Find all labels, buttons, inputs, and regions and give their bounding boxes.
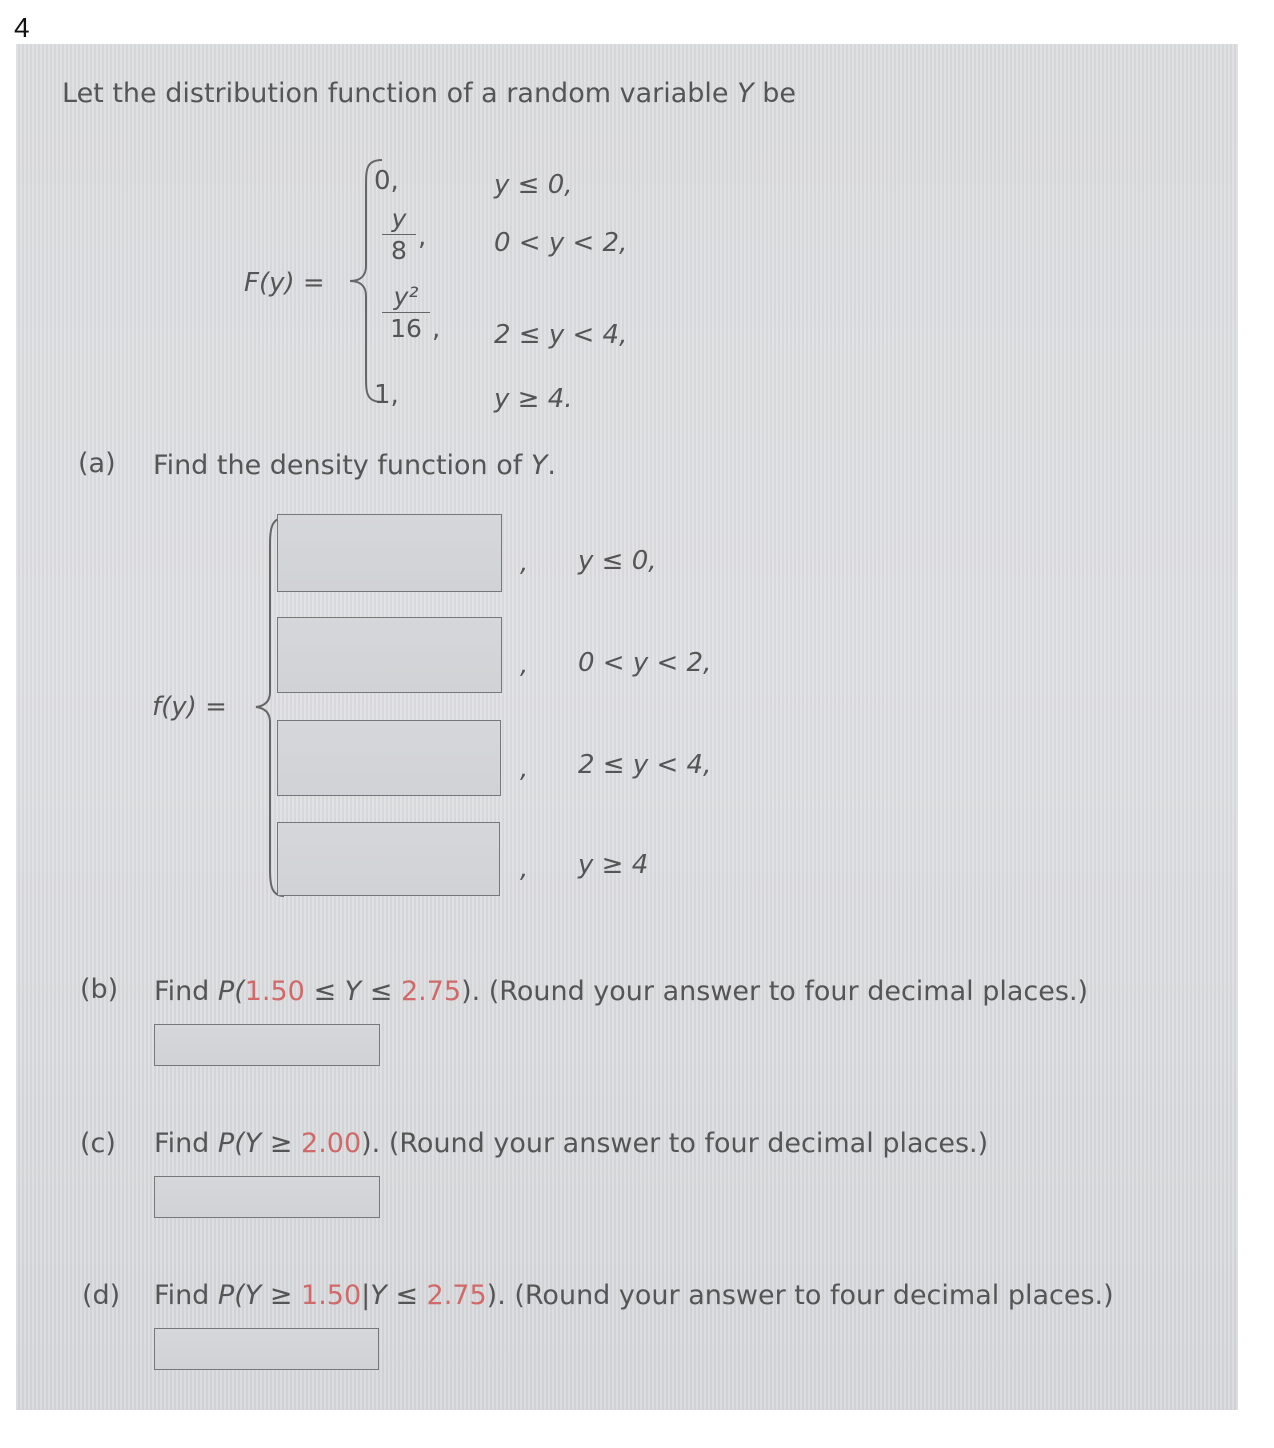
part-d-value-2: 2.75 [426, 1280, 487, 1311]
part-a-text [153, 450, 556, 481]
density-cond-3: 2 ≤ y < 4, [578, 750, 712, 780]
part-b-p-open: P( [217, 976, 245, 1007]
part-b-text [154, 976, 1088, 1007]
cdf-case-3-numerator: y² [393, 282, 419, 311]
part-b-label: (b) [80, 974, 119, 1005]
density-cond-4: y ≥ 4 [578, 850, 649, 880]
cdf-case-3-cond: 2 ≤ y < 4, [494, 320, 628, 350]
part-d-find: Find [154, 1280, 218, 1311]
part-b-value-2: 2.75 [400, 976, 462, 1007]
part-c-label: (c) [80, 1128, 116, 1159]
part-d-text [154, 1280, 1114, 1311]
intro-text [62, 78, 796, 109]
density-input-2[interactable] [277, 617, 502, 693]
cdf-case-2-comma: , [418, 222, 427, 252]
part-b-close: ). (Round your answer to four decimal places.) [461, 976, 1089, 1007]
cdf-lhs: F(y) = [244, 268, 325, 298]
fraction-bar [382, 312, 430, 313]
part-d-value-1: 1.50 [301, 1280, 362, 1311]
part-c-text [154, 1128, 988, 1159]
part-d-label: (d) [82, 1280, 121, 1311]
density-input-4[interactable] [277, 822, 500, 896]
cdf-case-2-numerator: y [391, 204, 407, 233]
intro-text-post: be [753, 78, 796, 109]
part-c-find: Find [154, 1128, 218, 1159]
density-comma-4: , [520, 854, 529, 884]
cdf-case-4-expr: 1, [374, 380, 399, 410]
cdf-case-2-denominator: 8 [391, 236, 407, 265]
fraction-bar [382, 234, 416, 235]
density-comma-1: , [520, 548, 529, 578]
part-c-close: ). (Round your answer to four decimal places.) [361, 1128, 989, 1159]
part-c-p-open: P(Y ≥ [217, 1128, 302, 1159]
part-b-answer-input[interactable] [154, 1024, 380, 1066]
intro-text-pre: Let the distribution function of a random variable [62, 78, 738, 109]
part-b-value-1: 1.50 [244, 976, 305, 1007]
density-input-1[interactable] [277, 514, 502, 592]
part-c-value-1: 2.00 [301, 1128, 362, 1159]
cdf-case-3-comma: , [432, 314, 441, 344]
part-a-var: Y [530, 450, 548, 481]
part-d-close: ). (Round your answer to four decimal places.) [486, 1280, 1114, 1311]
cdf-case-3-fraction [382, 282, 430, 343]
question-number: 4 [14, 12, 30, 43]
cdf-case-2-fraction [382, 204, 416, 265]
part-d-p-open: P(Y ≥ [217, 1280, 302, 1311]
cdf-case-1-expr: 0, [374, 166, 399, 196]
cdf-case-4-cond: y ≥ 4. [494, 384, 573, 414]
pdf-lhs: f(y) = [152, 692, 227, 722]
density-input-3[interactable] [277, 720, 501, 796]
intro-var: Y [737, 78, 754, 109]
part-b-find: Find [154, 976, 218, 1007]
part-a-label: (a) [78, 448, 116, 479]
part-a-text-pre: Find the density function of [153, 450, 531, 481]
part-a-text-post: . [547, 450, 556, 481]
cdf-case-2-cond: 0 < y < 2, [494, 228, 628, 258]
part-b-mid: ≤ Y ≤ [304, 976, 401, 1007]
part-c-answer-input[interactable] [154, 1176, 380, 1218]
part-d-answer-input[interactable] [154, 1328, 379, 1370]
density-cond-1: y ≤ 0, [578, 546, 657, 576]
question-panel [16, 44, 1238, 1410]
cdf-case-3-denominator: 16 [390, 314, 422, 343]
cdf-case-1-cond: y ≤ 0, [494, 170, 573, 200]
density-comma-3: , [520, 754, 529, 784]
part-d-mid: |Y ≤ [361, 1280, 427, 1311]
density-comma-2: , [520, 650, 529, 680]
density-cond-2: 0 < y < 2, [578, 648, 712, 678]
